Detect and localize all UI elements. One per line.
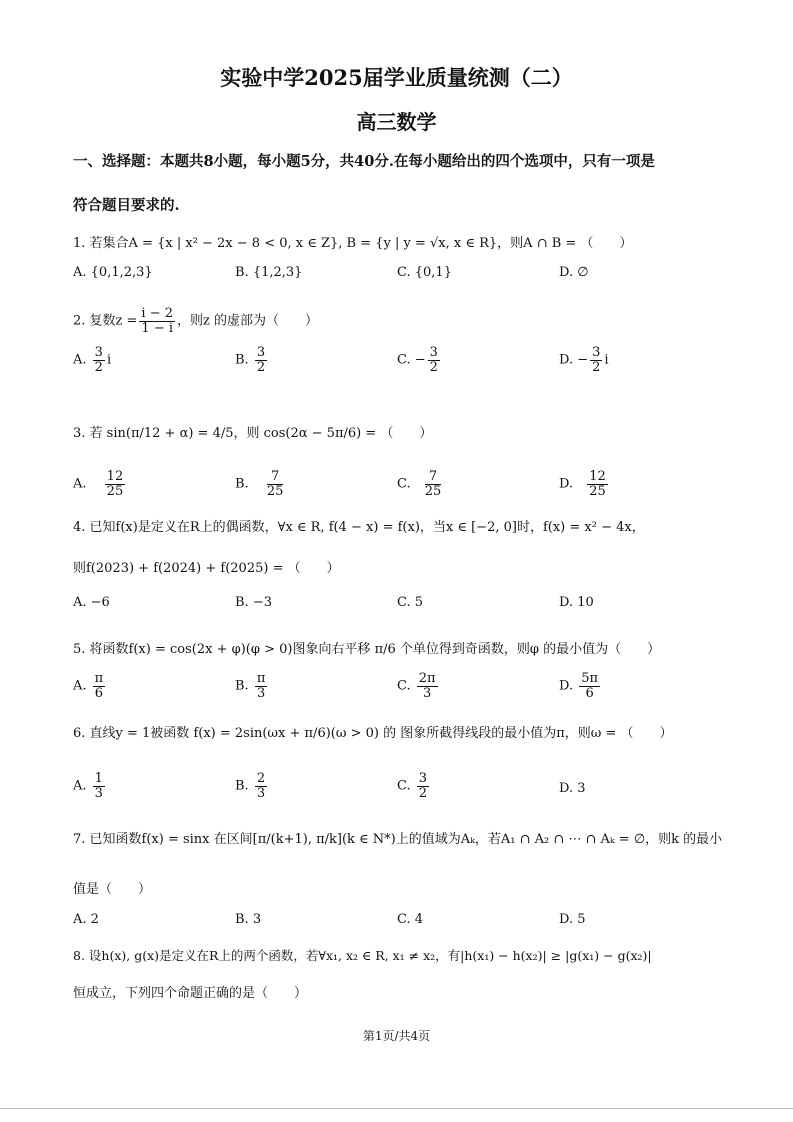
option-fraction [105, 470, 126, 498]
frac-num: 2π [418, 671, 436, 686]
frac-den: 2 [94, 359, 103, 375]
option-fraction [93, 772, 105, 800]
question-1-option-c: C. {0,1} [397, 265, 452, 280]
question-6-option-a [73, 772, 107, 800]
frac-den: 25 [589, 483, 606, 499]
question-2-frac-num: i − 2 [141, 306, 174, 321]
option-fraction [93, 672, 106, 700]
frac-den: 6 [94, 685, 104, 701]
option-label: A. [73, 476, 87, 492]
option-label: A. [73, 778, 87, 794]
question-5-option-a [73, 672, 107, 700]
option-label: B. [235, 678, 249, 694]
frac-den: 3 [256, 685, 266, 701]
question-1-option-d: D. ∅ [559, 265, 589, 280]
frac-den: 2 [592, 359, 601, 375]
frac-den: 2 [418, 785, 428, 801]
option-fraction [590, 346, 602, 374]
option-suffix: i [604, 352, 609, 368]
question-2-stem-pre: 2. 复数z = [73, 313, 138, 329]
question-7-option-d: D. 5 [559, 912, 586, 927]
page-bottom-border [0, 1108, 793, 1109]
frac-num: 7 [425, 470, 442, 485]
question-7-stem-line1: 7. 已知函数f(x) = sinx 在区间[π/(k+1), π/k](k ∈ N*)上的值域为Aₖ，若A₁ ∩ A₂ ∩ ⋯ ∩ Aₖ = ∅，则k 的最小 [73, 832, 723, 847]
question-4-option-b: B. −3 [235, 595, 272, 610]
question-6-option-b [235, 772, 269, 800]
option-label: B. [235, 476, 249, 492]
frac-den: 2 [429, 359, 438, 375]
frac-den: 3 [423, 685, 432, 701]
frac-num: 12 [106, 469, 124, 484]
frac-num: 3 [256, 345, 266, 360]
question-2-stem [73, 307, 318, 335]
option-fraction [417, 772, 429, 800]
question-8-stem-line2: 恒成立，下列四个命题正确的是（ ） [73, 986, 308, 1001]
question-3-option-a [73, 470, 127, 498]
option-sign: − [577, 352, 589, 368]
question-7-option-a: A. 2 [73, 912, 99, 927]
question-3-option-c [397, 470, 443, 498]
question-8-stem-line1: 8. 设h(x), g(x)是定义在R上的两个函数，若∀x₁, x₂ ∈ R, x₁ ≠ x₂，有|h(x₁) − h(x₂)| ≥ |g(x₁) − g(x₂)| [73, 948, 652, 963]
option-fraction [425, 470, 442, 498]
section-instructions-line1: 一、选择题：本题共8小题，每小题5分，共40分.在每小题给出的四个选项中，只有一项是 [73, 153, 655, 170]
question-2-option-b [235, 346, 269, 374]
question-5-option-d [559, 672, 602, 700]
option-label: A. [73, 352, 87, 368]
option-sign: − [414, 352, 426, 368]
question-3-option-d [559, 470, 610, 498]
question-2-frac-den: 1 − i [141, 320, 174, 336]
frac-num: 12 [589, 469, 606, 484]
frac-den: 25 [106, 483, 124, 499]
frac-den: 25 [266, 483, 284, 499]
option-label: C. [397, 678, 411, 694]
option-label: B. [235, 352, 249, 368]
question-6-option-c [397, 772, 431, 800]
question-4-stem-line1: 4. 已知f(x)是定义在R上的偶函数，∀x ∈ R, f(4 − x) = f(x)，当x ∈ [−2, 0]时，f(x) = x² − 4x， [73, 520, 645, 535]
frac-num: π [256, 671, 266, 686]
question-1-option-b: B. {1,2,3} [235, 265, 303, 280]
frac-num: π [94, 671, 104, 686]
question-3-stem: 3. 若 sin(π/12 + α) = 4/5，则 cos(2α − 5π/6) = （ ） [73, 426, 433, 441]
option-fraction [417, 672, 438, 700]
question-5-option-b [235, 672, 269, 700]
option-fraction [587, 470, 608, 498]
question-2-fraction [139, 307, 175, 335]
frac-den: 2 [256, 359, 266, 375]
option-label: D. [559, 476, 574, 492]
question-5-stem: 5. 将函数f(x) = cos(2x + φ)(φ > 0)图象向右平移 π/6 个单位得到奇函数，则φ 的最小值为（ ） [73, 642, 661, 657]
option-label: A. [73, 678, 87, 694]
frac-num: 1 [94, 771, 103, 786]
option-label: C. [397, 778, 411, 794]
option-fraction [267, 470, 284, 498]
question-6-option-d [559, 781, 586, 796]
frac-num: 3 [429, 345, 438, 360]
question-3-option-b [235, 470, 285, 498]
question-7-stem-line2: 值是（ ） [73, 882, 152, 897]
page-footer: 第1页/共4页 [362, 1029, 431, 1043]
frac-num: 2 [256, 771, 266, 786]
question-1-option-a: A. {0,1,2,3} [73, 265, 153, 280]
option-value: 3 [577, 781, 586, 796]
option-fraction [255, 772, 267, 800]
page-title: 实验中学2025届学业质量统测（二） [220, 65, 573, 90]
option-label: B. [235, 778, 249, 794]
option-fraction [255, 672, 268, 700]
option-fraction [428, 346, 440, 374]
option-label: D. [559, 781, 574, 796]
question-7-option-b: B. 3 [235, 912, 262, 927]
question-2-option-c [397, 346, 442, 374]
frac-den: 6 [585, 685, 594, 701]
question-4-option-d: D. 10 [559, 595, 594, 610]
question-4-option-c: C. 5 [397, 595, 424, 610]
frac-num: 3 [418, 771, 428, 786]
frac-den: 25 [424, 483, 442, 499]
option-fraction [579, 672, 600, 700]
question-1-stem: 1. 若集合A = {x | x² − 2x − 8 < 0, x ∈ Z}, B = {y | y = √x, x ∈ R}，则A ∩ B = （ ） [73, 236, 633, 251]
frac-den: 3 [94, 785, 103, 801]
question-4-option-a: A. −6 [73, 595, 110, 610]
frac-den: 3 [256, 785, 266, 801]
option-label: C. [397, 352, 411, 368]
question-4-stem-line2: 则f(2023) + f(2024) + f(2025) = （ ） [73, 561, 340, 576]
frac-num: 5π [581, 671, 599, 686]
frac-num: 7 [267, 470, 284, 485]
frac-num: 3 [592, 345, 601, 360]
subject-title: 高三数学 [356, 110, 437, 134]
section-instructions-line2: 符合题目要求的. [73, 197, 180, 214]
frac-num: 3 [94, 345, 103, 360]
option-label: D. [559, 352, 574, 368]
option-fraction [255, 346, 267, 374]
question-2-stem-post: ，则z 的虚部为（ ） [177, 313, 318, 329]
option-fraction [93, 346, 105, 374]
question-2-option-d [559, 346, 609, 374]
option-label: C. [397, 476, 411, 492]
option-suffix: i [106, 352, 112, 368]
option-label: D. [559, 678, 574, 694]
question-6-stem: 6. 直线y = 1被函数 f(x) = 2sin(ωx + π/6)(ω > 0) 的 图象所截得线段的最小值为π，则ω = （ ） [73, 726, 673, 741]
question-5-option-c [397, 672, 440, 700]
question-7-option-c: C. 4 [397, 912, 424, 927]
question-2-option-a [73, 346, 111, 374]
